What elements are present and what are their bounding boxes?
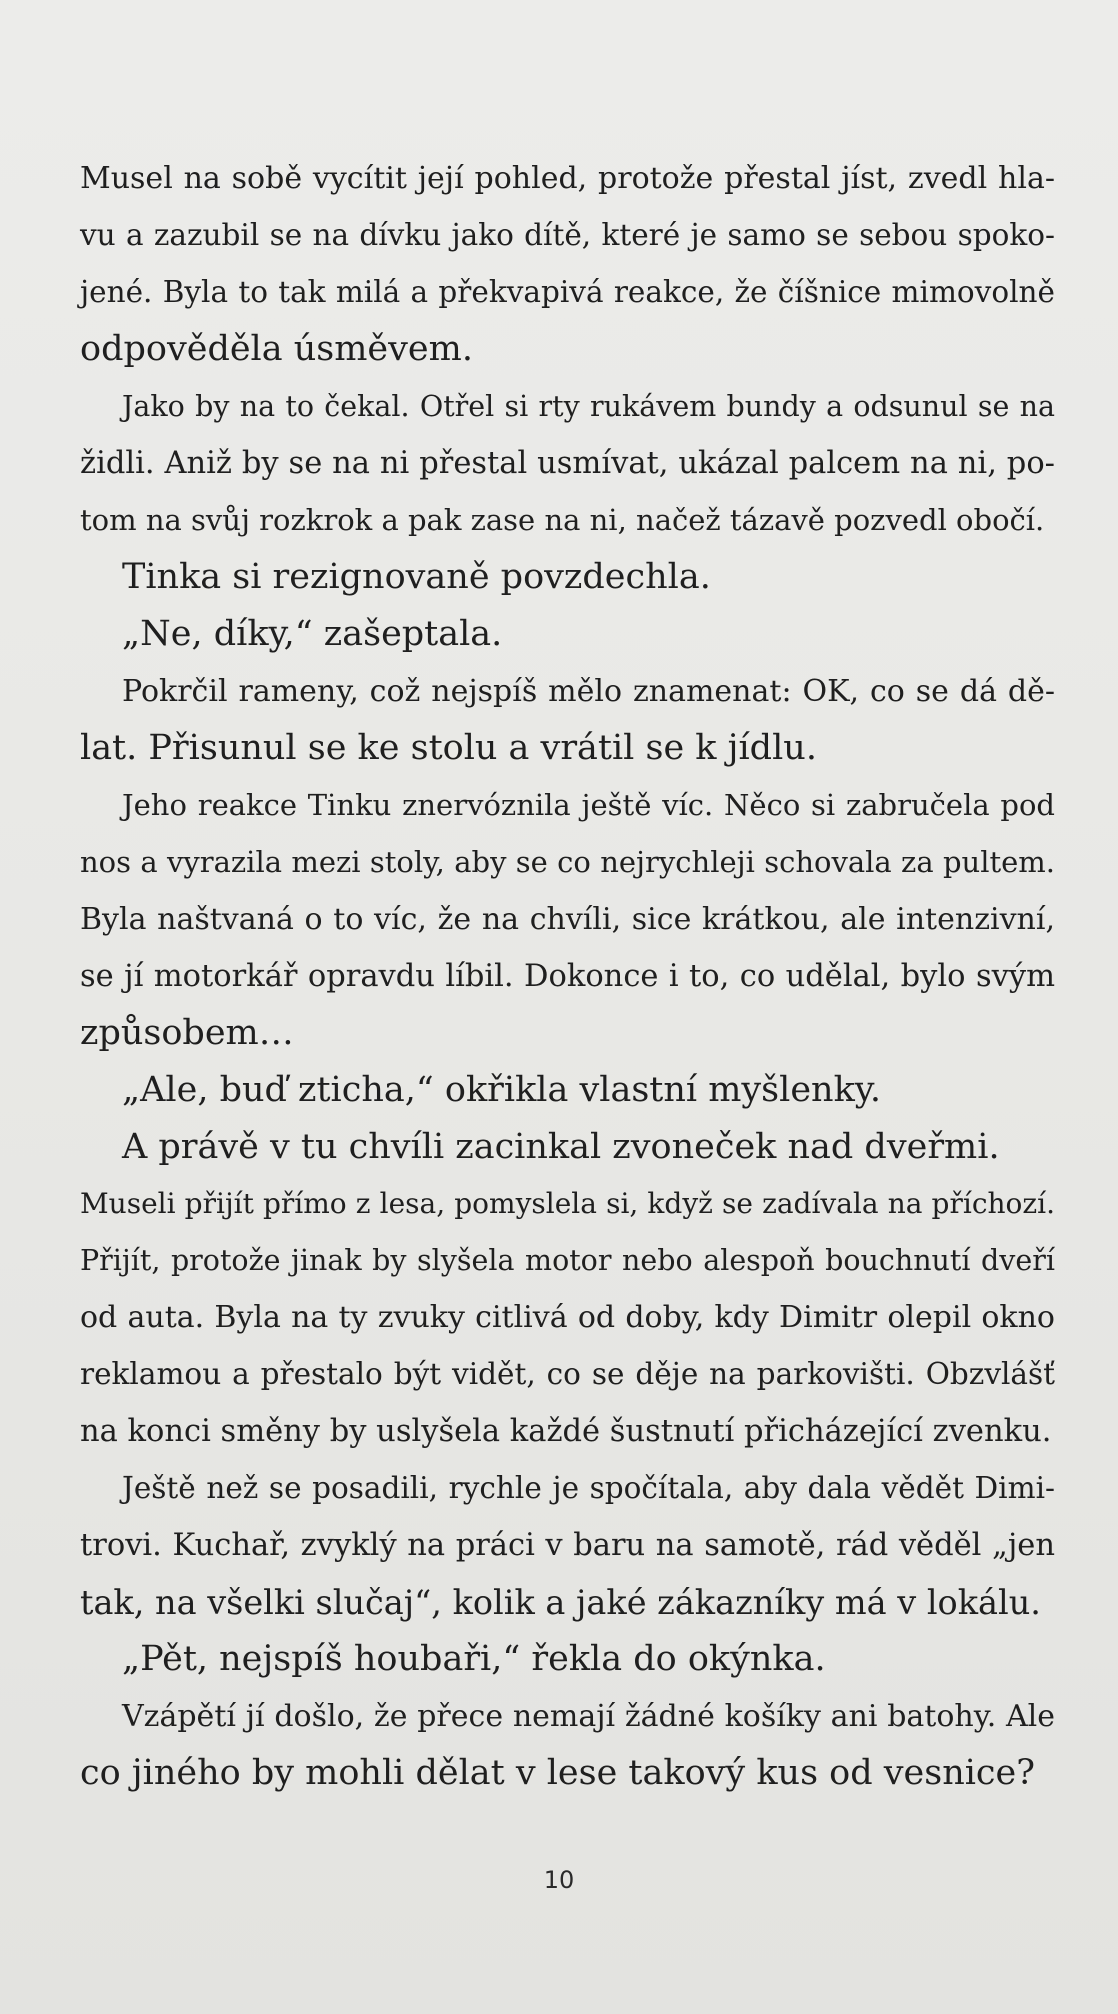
text-line: od auta. Byla na ty zvuky citlivá od doby, kdy Dimitr olepil okno	[80, 1300, 1055, 1335]
text-line: Přijít, protože jinak by slyšela motor nebo alespoň bouchnutí dveří	[80, 1244, 1055, 1277]
text-line: Byla naštvaná o to víc, že na chvíli, sice krátkou, ale intenzivní,	[80, 902, 1055, 937]
text-line: nos a vyrazila mezi stoly, aby se co nejrychleji schovala za pultem.	[80, 845, 1055, 879]
text-block-1	[80, 150, 1055, 1176]
text-line: Ještě než se posadili, rychle je spočítala, aby dala vědět Dimi-	[122, 1471, 1055, 1505]
text-line: „Ne, díky,“ zašeptala.	[122, 614, 503, 654]
text-line: „Ale, buď zticha,“ okřikla vlastní myšlenky.	[122, 1070, 882, 1110]
text-line: Vzápětí jí došlo, že přece nemají žádné košíky ani batohy. Ale	[122, 1699, 1055, 1734]
text-line: Museli přijít přímo z lesa, pomyslela si, když se zadívala na příchozí.	[80, 1187, 1055, 1220]
text-line: židli. Aniž by se na ni přestal usmívat, ukázal palcem na ni, po-	[80, 446, 1055, 481]
text-line: trovi. Kuchař, zvyklý na práci v baru na samotě, rád věděl „jen	[80, 1528, 1055, 1563]
text-line: Jako by na to čekal. Otřel si rty rukávem bundy a odsunul se na	[122, 390, 1055, 423]
text-line: „Pět, nejspíš houbaři,“ řekla do okýnka.	[122, 1639, 826, 1679]
text-block-2	[80, 1175, 1055, 1802]
text-line: Musel na sobě vycítit její pohled, protože přestal jíst, zvedl hla-	[80, 161, 1055, 196]
text-line: reklamou a přestalo být vidět, co se děje na parkovišti. Obzvlášť	[80, 1357, 1055, 1391]
text-line: jené. Byla to tak milá a překvapivá reakce, že číšnice mimovolně	[80, 275, 1055, 309]
text-line: lat. Přisunul se ke stolu a vrátil se k jídlu.	[80, 728, 817, 768]
text-line: vu a zazubil se na dívku jako dítě, které je samo se sebou spoko-	[80, 218, 1055, 252]
page-number: 10	[543, 1866, 575, 1894]
text-line: co jiného by mohli dělat v lese takový kus od vesnice?	[80, 1753, 1036, 1793]
text-line: tom na svůj rozkrok a pak zase na ni, načež tázavě pozvedl obočí.	[80, 503, 1045, 537]
text-line: se jí motorkář opravdu líbil. Dokonce i to, co udělal, bylo svým	[80, 959, 1055, 994]
text-line: na konci směny by uslyšela každé šustnutí přicházející zvenku.	[80, 1414, 1052, 1449]
text-line: A právě v tu chvíli zacinkal zvoneček nad dveřmi.	[122, 1127, 1000, 1167]
text-line: Pokrčil rameny, což nejspíš mělo znamenat: OK, co se dá dě-	[122, 674, 1055, 709]
text-line: odpověděla úsměvem.	[80, 329, 473, 369]
text-line: Jeho reakce Tinku znervóznila ještě víc. Něco si zabručela pod	[122, 788, 1055, 822]
text-line: tak, na všelki slučaj“, kolik a jaké zákazníky má v lokálu.	[80, 1583, 1041, 1622]
text-line: způsobem…	[80, 1013, 294, 1053]
text-line: Tinka si rezignovaně povzdechla.	[122, 557, 711, 597]
